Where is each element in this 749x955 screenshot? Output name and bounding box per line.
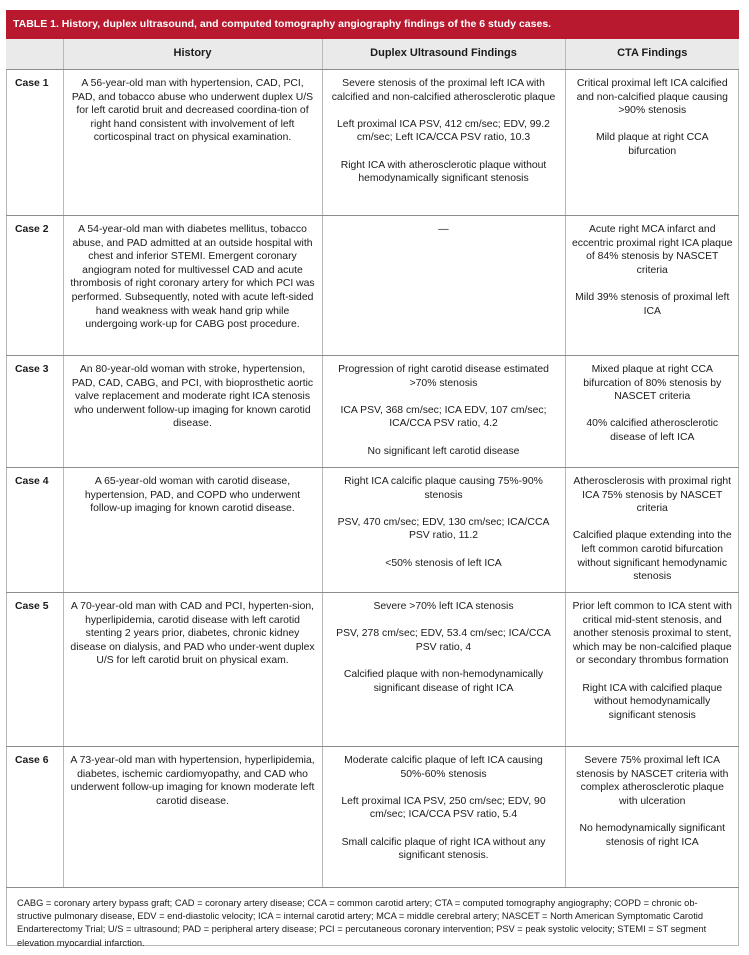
case-label: Case 6: [6, 747, 63, 888]
footnote: CABG = coronary artery bypass graft; CAD = coronary artery disease; CCA = common carotid artery; CTA = computed tomography angiography; COPD = chronic ob-structive pulmonary disease, EDV = end-diastolic velocity; ICA = internal carotid artery; MCA = middle cerebral artery; NASCET = North American Symptomatic Carotid Endarterectomy Trial; U/S = ultrasound; PAD = peripheral artery disease; PCI = percutaneous coronary intervention; PSV = peak systolic velocity; STEMI = ST segment elevation myocardial infarction.: [17, 898, 707, 948]
cta-cell: [565, 468, 739, 593]
duplex-paragraph: Right ICA calcific plaque causing 75%-90% stenosis: [344, 476, 543, 501]
cta-paragraph: No hemodynamically significant stenosis of right ICA: [579, 822, 726, 848]
duplex-paragraph: No significant left carotid disease: [367, 445, 520, 457]
cta-paragraph: Mixed plaque at right CCA bifurcation of 80% stenosis by NASCET criteria: [583, 364, 722, 403]
duplex-cell: [322, 70, 565, 216]
cta-cell: [565, 70, 739, 216]
duplex-cell: [322, 468, 565, 593]
cta-paragraph: Acute right MCA infarct and eccentric proximal right ICA plaque of 84% stenosis by NASCET criteria: [571, 224, 733, 276]
history-cell: A 54-year-old man with diabetes mellitus, tobacco abuse, and PAD admitted at an outside hospital with chest and inferior STEMI. Emergent coronary angiogram noted for multivessel CAD and acute thrombosis of right coronary artery for which PCI was performed. Subsequently, noted with acute left-sided hand weakness with weak hand grip while undergoing work-up for CABG post procedure.: [63, 216, 322, 356]
header-duplex: Duplex Ultrasound Findings: [322, 39, 565, 70]
cta-paragraph: Atherosclerosis with proximal right ICA 75% stenosis by NASCET criteria: [573, 476, 732, 515]
header-cta: CTA Findings: [565, 39, 739, 70]
duplex-paragraph: Right ICA with atherosclerotic plaque without hemodynamically significant stenosis: [340, 159, 547, 185]
table-row: [6, 356, 739, 468]
duplex-paragraph: —: [438, 224, 449, 235]
cta-paragraph: Right ICA with calcified plaque without hemodynamically significant stenosis: [582, 682, 723, 721]
cta-cell: [565, 216, 739, 356]
findings-table: [6, 39, 739, 888]
history-cell: A 70-year-old man with CAD and PCI, hyperten-sion, hyperlipidemia, carotid disease with left carotid stenting 2 years prior, diabetes, chronic kidney disease on dialysis, and PAD who under-went duplex U/S for left carotid bruit on physical exam.: [63, 593, 322, 747]
header-case: [6, 39, 63, 70]
duplex-paragraph: Severe stenosis of the proximal left ICA with calcified and non-calcified atherosclerotic plaque: [331, 78, 556, 103]
duplex-cell: [322, 747, 565, 888]
table-row: [6, 747, 739, 888]
history-cell: A 65-year-old woman with carotid disease, hypertension, PAD, and COPD who underwent follow-up imaging for known carotid disease.: [63, 468, 322, 593]
duplex-paragraph: Moderate calcific plaque of left ICA causing 50%-60% stenosis: [344, 755, 543, 780]
duplex-cell: [322, 216, 565, 356]
history-cell: A 73-year-old man with hypertension, hyperlipidemia, diabetes, ischemic cardiomyopathy, and CAD who underwent follow-up imaging for known moderate left carotid disease.: [63, 747, 322, 888]
duplex-paragraph: PSV, 278 cm/sec; EDV, 53.4 cm/sec; ICA/CCA PSV ratio, 4: [336, 628, 551, 653]
case-label: Case 1: [6, 70, 63, 216]
case-label: Case 5: [6, 593, 63, 747]
cta-paragraph: 40% calcified atherosclerotic disease of left ICA: [586, 418, 719, 443]
duplex-paragraph: Left proximal ICA PSV, 412 cm/sec; EDV, 99.2 cm/sec; Left ICA/CCA PSV ratio, 10.3: [337, 118, 550, 144]
table-row: [6, 70, 739, 216]
duplex-paragraph: ICA PSV, 368 cm/sec; ICA EDV, 107 cm/sec; ICA/CCA PSV ratio, 4.2: [340, 404, 547, 430]
duplex-paragraph: Progression of right carotid disease estimated >70% stenosis: [338, 364, 549, 389]
duplex-paragraph: Left proximal ICA PSV, 250 cm/sec; EDV, 90 cm/sec; ICA/CCA PSV ratio, 5.4: [341, 795, 546, 821]
duplex-cell: [322, 356, 565, 468]
history-cell: An 80-year-old woman with stroke, hypertension, PAD, CAD, CABG, and PCI, with bioprosthetic aortic valve replacement and moderate right ICA stenosis who underwent follow-up imaging for known carotid disease.: [63, 356, 322, 468]
table-row: [6, 593, 739, 747]
cta-cell: [565, 747, 739, 888]
cta-paragraph: Mild plaque at right CCA bifurcation: [595, 132, 709, 157]
cta-cell: [565, 593, 739, 747]
case-label: Case 3: [6, 356, 63, 468]
duplex-cell: [322, 593, 565, 747]
cta-paragraph: Calcified plaque extending into the left common carotid bifurcation without significant hemodynamic stenosis: [572, 530, 732, 583]
cta-paragraph: Mild 39% stenosis of proximal left ICA: [575, 291, 730, 317]
header-history: History: [63, 39, 322, 70]
table-title: TABLE 1. History, duplex ultrasound, and computed tomography angiography findings of the 6 study cases.: [6, 10, 739, 39]
duplex-paragraph: Small calcific plaque of right ICA without any significant stenosis.: [341, 836, 546, 862]
duplex-paragraph: Severe >70% left ICA stenosis: [373, 601, 514, 612]
cta-paragraph: Severe 75% proximal left ICA stenosis by NASCET criteria with complex atherosclerotic plaque with ulceration: [576, 755, 729, 807]
table-row: [6, 216, 739, 356]
history-cell: A 56-year-old man with hypertension, CAD, PCI, PAD, and tobacco abuse who underwent duplex U/S for left carotid bruit and decreased coordina-tion of right hand consistent with involvement of left corticospinal tract on physical examination.: [63, 70, 322, 216]
case-label: Case 4: [6, 468, 63, 593]
cta-paragraph: Prior left common to ICA stent with critical mid-stent stenosis, and another stenosis proximal to stent, which may be non-calcified plaque or secondary thrombus formation: [572, 601, 732, 667]
duplex-paragraph: <50% stenosis of left ICA: [385, 557, 502, 569]
table-row: [6, 468, 739, 593]
case-label: Case 2: [6, 216, 63, 356]
header-row: [6, 39, 739, 70]
cta-cell: [565, 356, 739, 468]
cta-paragraph: Critical proximal left ICA calcified and non-calcified plaque causing >90% stenosis: [576, 78, 728, 117]
duplex-paragraph: PSV, 470 cm/sec; EDV, 130 cm/sec; ICA/CCA PSV ratio, 11.2: [337, 516, 550, 542]
duplex-paragraph: Calcified plaque with non-hemodynamically significant disease of right ICA: [343, 668, 544, 694]
